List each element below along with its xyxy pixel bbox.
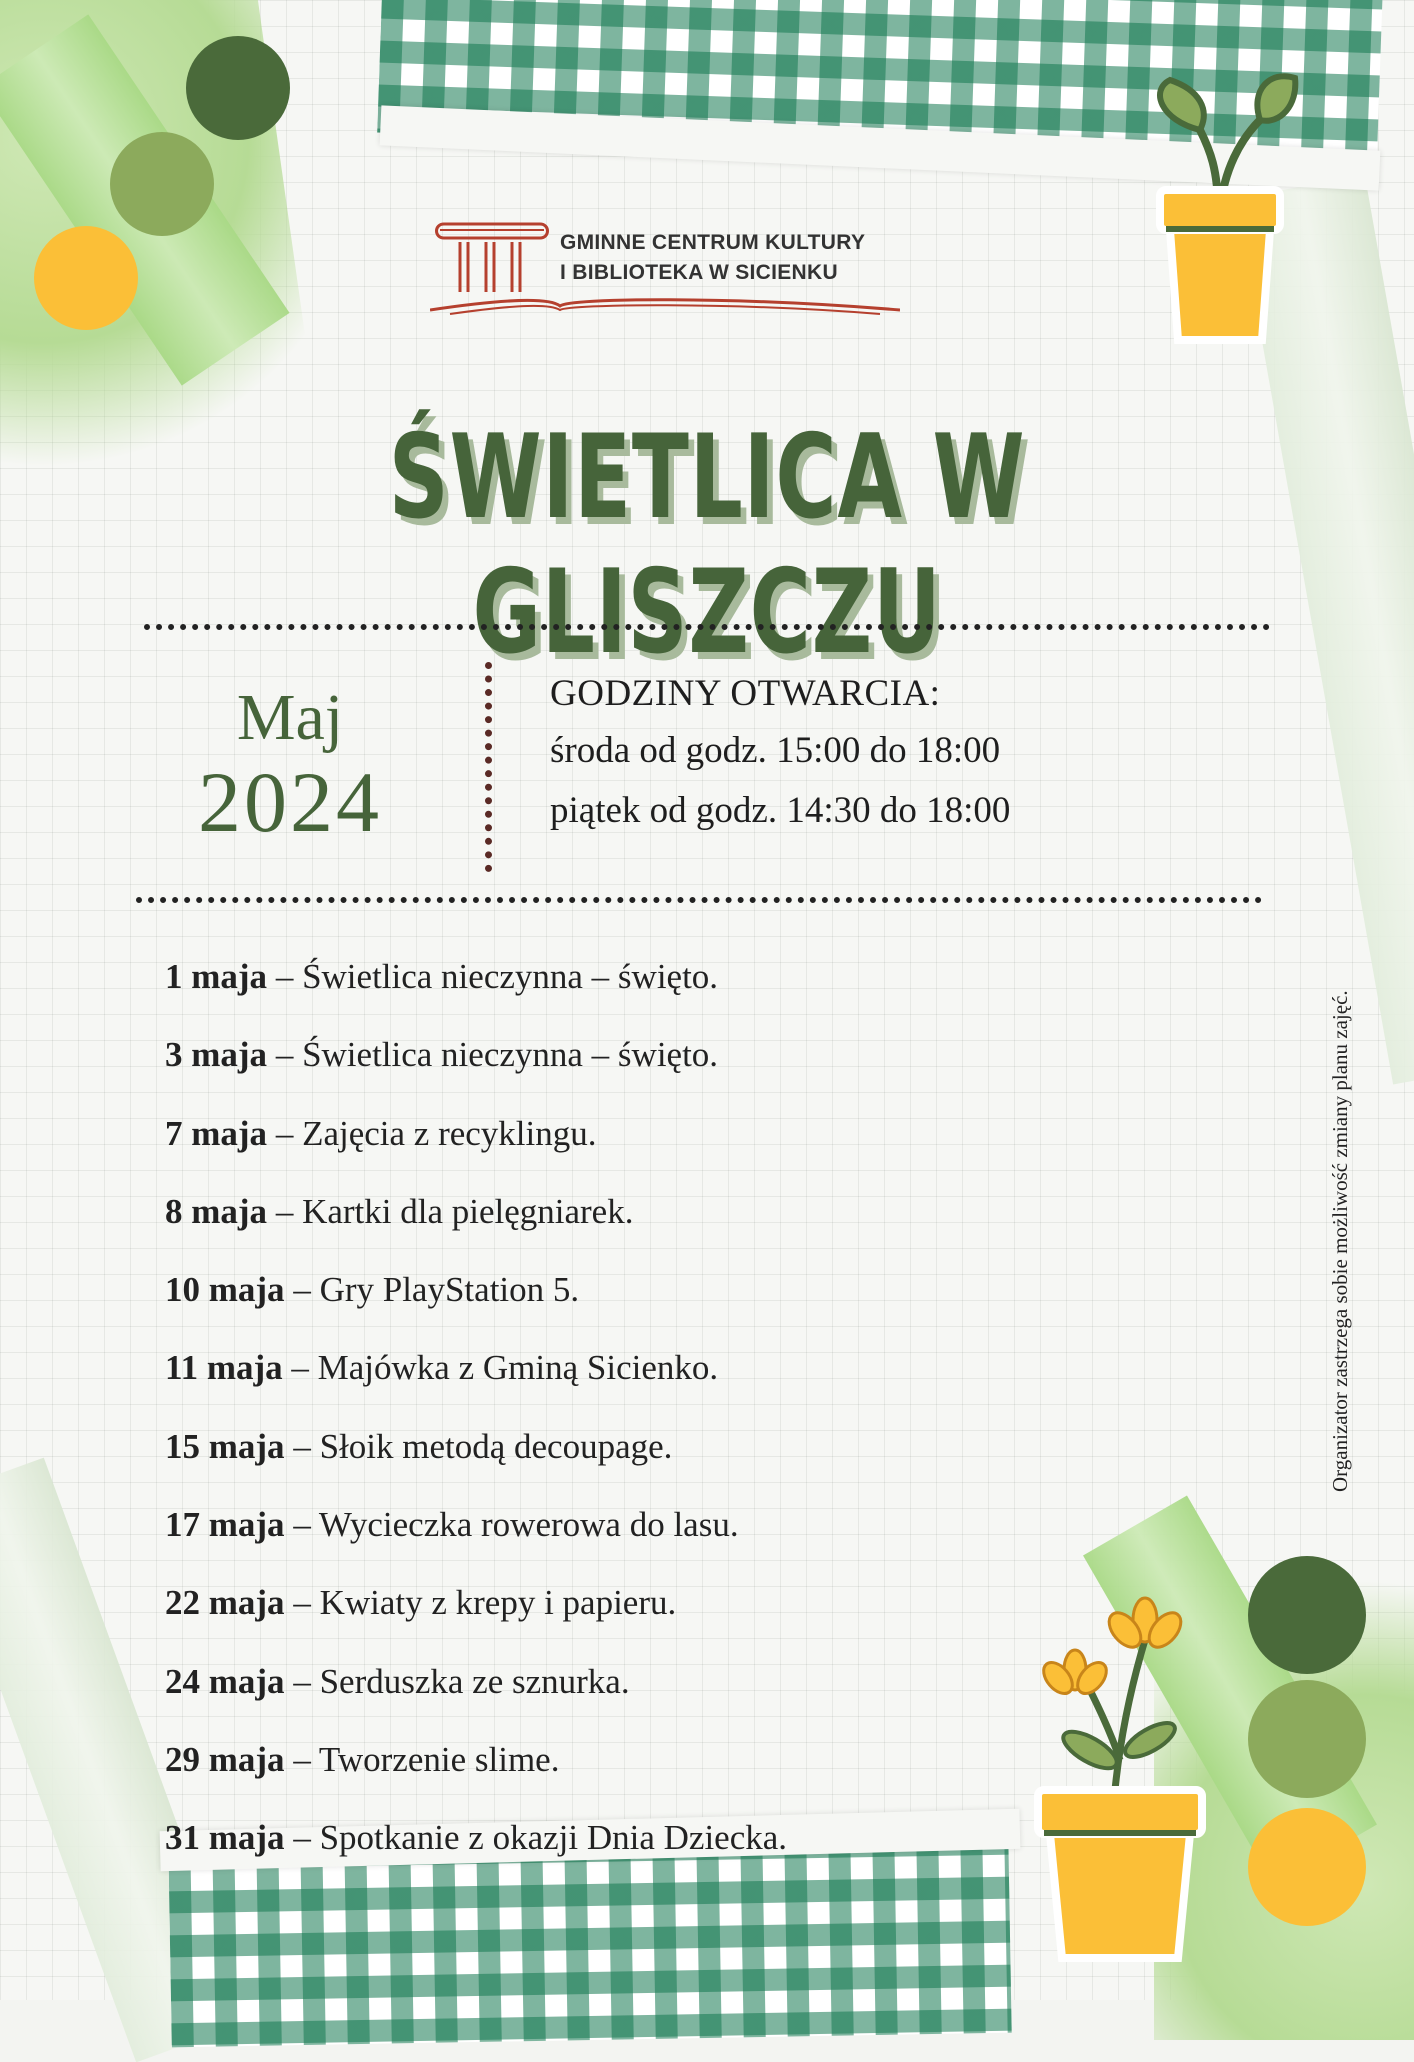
organization-logo	[430, 210, 900, 320]
list-item	[165, 1187, 787, 1265]
circle-yellow	[1248, 1808, 1366, 1926]
circle-dark-green	[186, 36, 290, 140]
list-item	[165, 1813, 787, 1891]
dotted-divider-top	[144, 624, 1270, 630]
circle-dark-green	[1248, 1556, 1366, 1674]
schedule-activity: – Spotkanie z okazji Dnia Dziecka.	[284, 1818, 788, 1858]
schedule-activity: – Słoik metodą decoupage.	[284, 1426, 673, 1466]
schedule-activity: – Gry PlayStation 5.	[284, 1270, 580, 1310]
list-item	[165, 1735, 787, 1813]
logo-line-2: I BIBLIOTEKA W SICIENKU	[560, 261, 838, 284]
schedule-activity: – Majówka z Gminą Sicienko.	[282, 1348, 719, 1388]
sprout-pot-icon	[1140, 60, 1300, 360]
page-title: ŚWIETLICA W GLISZCZU	[388, 410, 1026, 680]
schedule-date: 15 maja	[165, 1426, 285, 1466]
year-label: 2024	[198, 754, 382, 850]
month-label: Maj	[236, 681, 344, 754]
circle-yellow	[34, 226, 138, 330]
schedule-activity: – Serduszka ze sznurka.	[284, 1661, 630, 1701]
schedule-date: 8 maja	[165, 1191, 268, 1231]
schedule-activity: – Tworzenie slime.	[284, 1739, 560, 1779]
schedule-date: 29 maja	[165, 1739, 285, 1779]
list-item	[165, 1109, 787, 1187]
list-item	[165, 1578, 787, 1656]
circle-olive	[110, 132, 214, 236]
logo-text	[560, 228, 865, 288]
list-item	[165, 1657, 787, 1735]
circle-olive	[1248, 1680, 1366, 1798]
schedule-date: 17 maja	[165, 1505, 285, 1545]
schedule-date: 22 maja	[165, 1583, 285, 1623]
opening-hours-line: środa od godz. 15:00 do 18:00	[550, 730, 1001, 771]
list-item	[165, 1422, 787, 1500]
opening-hours	[550, 672, 1010, 841]
schedule-activity: – Kartki dla pielęgniarek.	[267, 1191, 634, 1231]
schedule-date: 24 maja	[165, 1661, 285, 1701]
logo-line-1: GMINNE CENTRUM KULTURY	[560, 231, 866, 254]
schedule-date: 11 maja	[165, 1348, 283, 1388]
schedule-date: 7 maja	[165, 1113, 268, 1153]
dotted-divider-vertical	[485, 662, 492, 872]
schedule-date: 1 maja	[165, 957, 268, 996]
schedule-date: 3 maja	[165, 1035, 268, 1075]
dotted-divider-bottom	[136, 897, 1262, 903]
schedule-activity: – Kwiaty z krepy i papieru.	[284, 1583, 677, 1623]
list-item	[165, 1500, 787, 1578]
schedule-date: 10 maja	[165, 1270, 285, 1310]
list-item	[165, 1265, 787, 1343]
schedule-list	[165, 952, 787, 1892]
schedule-activity: – Wycieczka rowerowa do lasu.	[284, 1505, 739, 1545]
disclaimer-note: Organizator zastrzega sobie możliwość zmiany planu zajęć.	[1328, 990, 1352, 1492]
list-item	[165, 952, 787, 1030]
opening-hours-line: piątek od godz. 14:30 do 18:00	[550, 790, 1011, 831]
schedule-date: 31 maja	[165, 1818, 285, 1858]
flower-pot-icon	[1020, 1590, 1220, 1970]
schedule-activity: – Zajęcia z recyklingu.	[267, 1113, 597, 1153]
list-item	[165, 1030, 787, 1108]
list-item	[165, 1343, 787, 1421]
schedule-activity: – Świetlica nieczynna – święto.	[267, 1035, 719, 1075]
schedule-activity: – Świetlica nieczynna – święto.	[267, 957, 719, 996]
opening-hours-title: GODZINY OTWARCIA:	[550, 673, 941, 714]
